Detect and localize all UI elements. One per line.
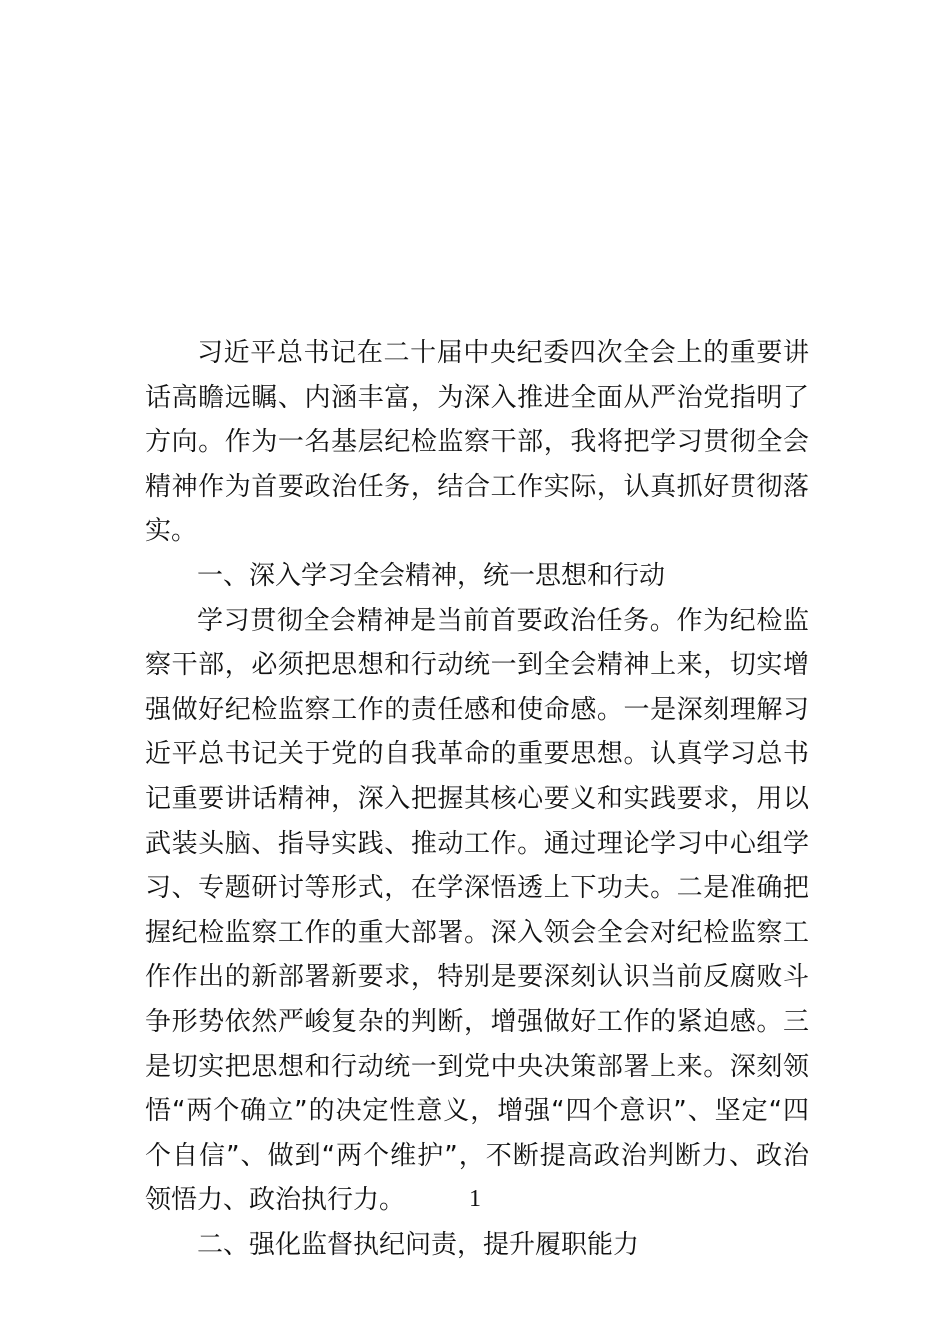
section-1-heading: 一、深入学习全会精神，统一思想和行动 — [197, 560, 666, 591]
section-1-paragraph: 学习贯彻全会精神是当前首要政治任务。作为纪检监察干部，必须把思想和行动统一到全会精神上来，切实增强做好纪检监察工作的责任感和使命感。一是深刻理解习近平总书记关于党的自我革命的重要思想。认真学习总书记重要讲话精神，深入把握其核心要义和实践要求，用以武装头脑、指导实践、推动工作。通过理论学习中心组学习、专题研讨等形式，在学深悟透上下功夫。二是准确把握纪检监察工作的重大部署。深入领会全会对纪检监察工作作出的新部署新要求，特别是要深刻认识当前反腐败斗争形势依然严峻复杂的判断，增强做好工作的紧迫感。三是切实把思想和行动统一到党中央决策部署上来。深刻领悟“两个确立”的决定性意义，增强“四个意识”、坚定“四个自信”、做到“两个维护”，不断提高政治判断力、政治领悟力、政治执行力。 — [145, 605, 809, 1216]
document-body — [145, 331, 809, 1267]
section-2-heading: 二、强化监督执纪问责，提升履职能力 — [197, 1229, 640, 1260]
intro-paragraph: 习近平总书记在二十届中央纪委四次全会上的重要讲话高瞻远瞩、内涵丰富，为深入推进全面从严治党指明了方向。作为一名基层纪检监察干部，我将把学习贯彻全会精神作为首要政治任务，结合工作实际，认真抓好贯彻落实。 — [145, 338, 809, 547]
page-number: 1 — [469, 1186, 481, 1212]
